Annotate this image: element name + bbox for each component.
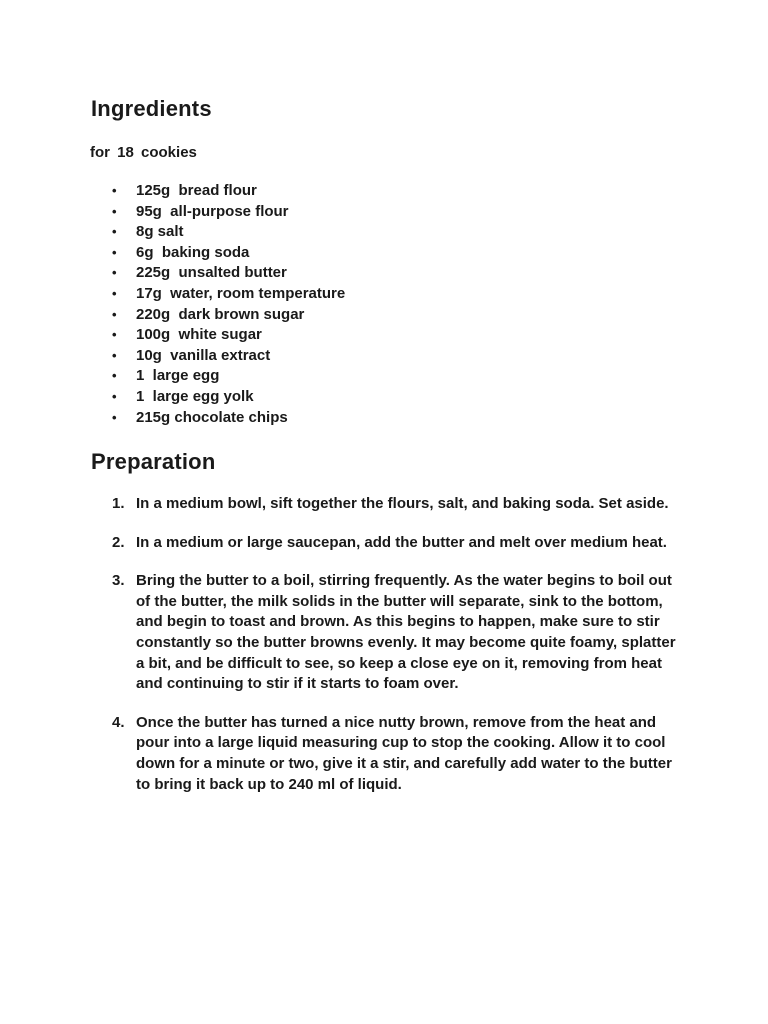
preparation-heading: Preparation [91,449,216,474]
step-number: 3. [112,572,125,590]
bullet-icon: • [112,285,117,301]
ingredient-item: • 1 large egg [112,366,612,387]
ingredient-item: • 125g bread flour [112,181,612,202]
ingredient-item: • 215g chocolate chips [112,408,612,429]
step-item [112,533,682,554]
step-text: Bring the butter to a boil, stirring frequently. As the water begins to boil out of the butter, the milk solids in the butter will separate, sink to the bottom, and begin to toast and brown. As this begins to happen, make sure to stir constantly so the butter browns evenly. It may become quite foamy, splatter a bit, and be difficult to see, so keep a close eye on it, removing from heat and continuing to stir if it starts to foam over. [136,572,676,693]
bullet-icon: • [112,265,117,281]
ingredient-item: • 225g unsalted butter [112,263,612,284]
ingredients-heading: Ingredients [91,96,212,121]
ingredient-item: • 220g dark brown sugar [112,305,612,326]
bullet-icon: • [112,306,117,322]
preparation-steps-list [112,494,682,795]
bullet-icon: • [112,388,117,404]
ingredient-item: • 6g baking soda [112,243,612,264]
step-item [112,571,682,695]
ingredient-item: • 8g salt [112,222,612,243]
step-number: 1. [112,495,125,512]
ingredient-item: • 1 large egg yolk [112,387,612,408]
step-text: In a medium or large saucepan, add the butter and melt over medium heat. [136,533,667,551]
step-text: In a medium bowl, sift together the flours, salt, and baking soda. Set aside. [136,495,669,512]
bullet-icon: • [112,183,117,198]
step-item [112,494,682,515]
step-item [112,713,682,795]
step-number: 4. [112,713,125,731]
servings-text: for 18 cookies [90,144,197,161]
bullet-icon: • [112,327,117,343]
step-number: 2. [112,533,125,551]
ingredient-item: • 10g vanilla extract [112,346,612,367]
bullet-icon: • [112,203,117,219]
ingredient-item: • 95g all-purpose flour [112,202,612,223]
bullet-icon: • [112,409,117,425]
ingredient-item: • 17g water, room temperature [112,284,612,305]
bullet-icon: • [112,368,117,384]
bullet-icon: • [112,244,117,260]
bullet-icon: • [112,347,117,363]
step-text: Once the butter has turned a nice nutty brown, remove from the heat and pour into a large liquid measuring cup to stop the cooking. Allow it to cool down for a minute or two, give it a stir, and carefully add water to the butter to bring it back up to 240 ml of liquid. [136,713,672,793]
ingredients-list [112,181,612,428]
bullet-icon: • [112,224,117,240]
ingredient-item: • 100g white sugar [112,325,612,346]
